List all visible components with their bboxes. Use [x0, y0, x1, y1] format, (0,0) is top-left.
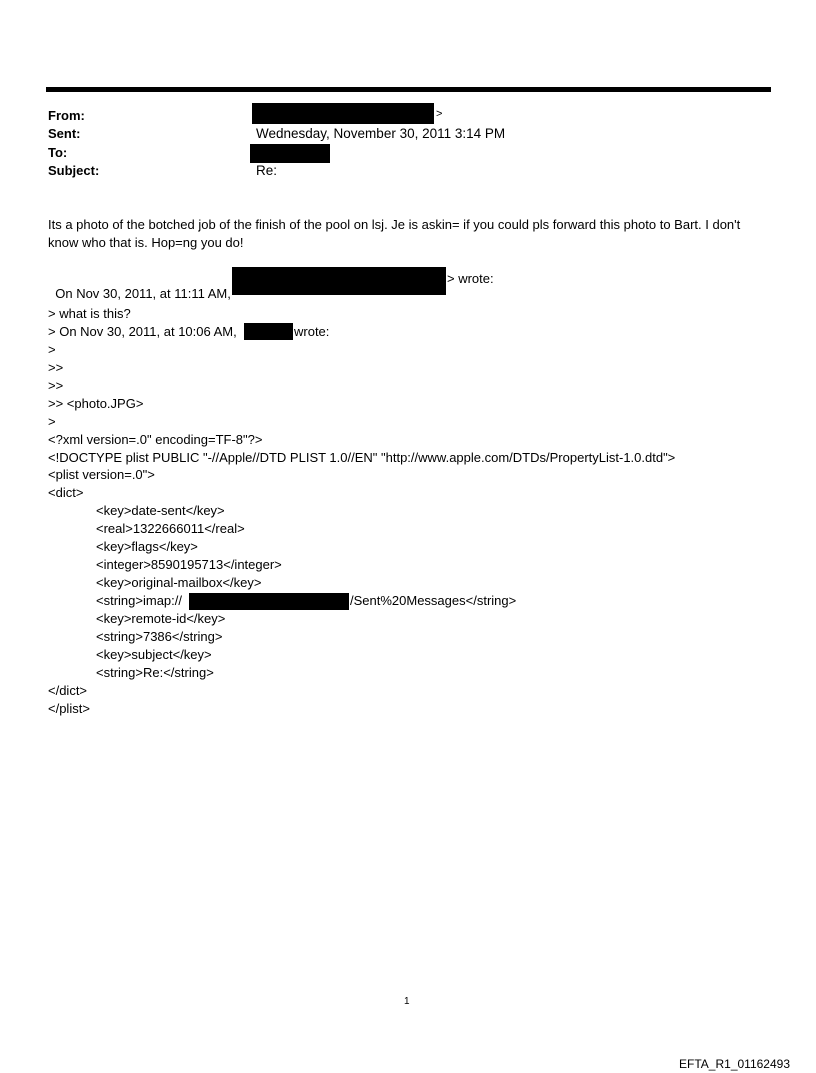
- plist-line: <plist version=.0">: [48, 467, 155, 482]
- plist-line: <key>remote-id</key>: [96, 611, 226, 626]
- to-label: To:: [48, 145, 68, 160]
- sent-value: Wednesday, November 30, 2011 3:14 PM: [256, 126, 506, 141]
- attachment-line: >> <photo.JPG>: [48, 396, 144, 411]
- from-label: From:: [48, 108, 85, 123]
- mailbox-redaction: [189, 593, 349, 610]
- plist-line: <key>flags</key>: [96, 539, 198, 554]
- quoted-line: >>: [48, 360, 64, 375]
- document-id: EFTA_R1_01162493: [679, 1057, 790, 1071]
- quoted-sender-redaction: [244, 323, 293, 340]
- plist-line: <key>subject</key>: [96, 647, 212, 662]
- plist-line: <key>date-sent</key>: [96, 503, 225, 518]
- quoted-wrote: wrote:: [294, 324, 330, 339]
- quote-intro-redaction: [232, 267, 446, 295]
- plist-line: <real>1322666011</real>: [96, 521, 245, 536]
- from-suffix: >: [436, 108, 443, 120]
- plist-line: <integer>8590195713</integer>: [96, 557, 282, 572]
- quoted-line: > what is this?: [48, 306, 131, 321]
- plist-line: </dict>: [48, 683, 88, 698]
- quote-intro-after: > wrote:: [447, 271, 494, 286]
- plist-line: <key>original-mailbox</key>: [96, 575, 262, 590]
- plist-line: <string>imap://: [96, 593, 182, 608]
- from-redaction: [252, 103, 434, 124]
- quote-intro: [48, 271, 231, 301]
- quoted-line: >>: [48, 378, 64, 393]
- page-number: 1: [404, 996, 410, 1007]
- quoted-line: >: [48, 414, 56, 429]
- sent-label: Sent:: [48, 126, 81, 141]
- plist-line: <!DOCTYPE plist PUBLIC "-//Apple//DTD PLIST 1.0//EN" "http://www.apple.com/DTDs/PropertyList-1.0.dtd">: [48, 450, 676, 465]
- plist-line: </plist>: [48, 701, 90, 716]
- plist-line: <string>Re:</string>: [96, 665, 214, 680]
- plist-line: <?xml version=.0" encoding=TF-8"?>: [48, 432, 263, 447]
- subject-label: Subject:: [48, 163, 100, 178]
- quote-intro-before: On Nov 30, 2011, at 11:11 AM,: [55, 286, 231, 301]
- to-redaction: [250, 144, 330, 163]
- plist-line: <string>7386</string>: [96, 629, 223, 644]
- message-paragraph: Its a photo of the botched job of the finish of the pool on lsj. Je is askin= if you could pls forward this photo to Bart. I don't know who that is. Hop=ng you do!: [48, 217, 741, 250]
- header-rule: [46, 87, 771, 92]
- quoted-line: > On Nov 30, 2011, at 10:06 AM,: [48, 324, 237, 339]
- plist-mailbox-suffix: /Sent%20Messages</string>: [350, 593, 517, 608]
- quoted-line: >: [48, 342, 56, 357]
- plist-line: <dict>: [48, 485, 84, 500]
- subject-value: Re:: [256, 163, 278, 178]
